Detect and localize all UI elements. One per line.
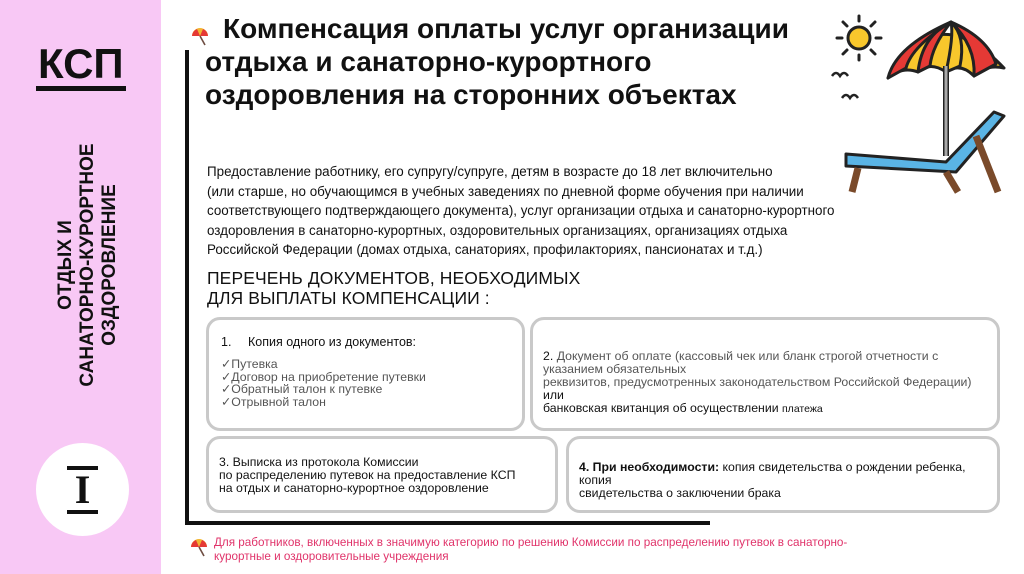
list-title-line: ПЕРЕЧЕНЬ ДОКУМЕНТОВ, НЕОБХОДИМЫХ bbox=[207, 268, 581, 288]
vertical-title-line: ОТДЫХ И bbox=[55, 220, 76, 310]
card-heading bbox=[221, 336, 512, 349]
intro-line: соответствующего подтверждающего документа), услуг организации отдыха и санаторно-курортного bbox=[207, 203, 835, 219]
list-item: ✓Обратный талон к путевке bbox=[221, 382, 383, 396]
sun-icon bbox=[837, 16, 881, 60]
intro-line: Предоставление работнику, его супругу/супруге, детям в возрасте до 18 лет включительно bbox=[207, 164, 773, 179]
list-item: ✓Путевка bbox=[221, 357, 278, 371]
card-text: Документ об оплате (кассовый чек или бланк строгой отчетности с bbox=[556, 349, 939, 363]
card-line: указанием обязательных bbox=[543, 362, 687, 376]
card-line: свидетельства о заключении брака bbox=[579, 486, 781, 500]
document-card-3 bbox=[206, 436, 558, 513]
intro-line: Российской Федерации (домах отдыха, санаториях, профилакториях, пансионатах и т.д.) bbox=[207, 242, 763, 258]
card-number: 3. bbox=[219, 455, 230, 469]
documents-list-title bbox=[207, 268, 627, 308]
card-line: по распределению путевок на предоставление КСП bbox=[219, 468, 516, 482]
vertical-title-line: ОЗДОРОВЛЕНИЕ bbox=[99, 184, 120, 346]
document-card-4 bbox=[566, 436, 1000, 513]
card-text: копия свидетельства о рождении ребенка, копия bbox=[579, 460, 966, 487]
section-vertical-title bbox=[55, 143, 121, 386]
brand-logo: КСП bbox=[36, 42, 126, 91]
list-title-line: ДЛЯ ВЫПЛАТЫ КОМПЕНСАЦИИ : bbox=[207, 288, 490, 308]
card-line: на отдых и санаторно-курортное оздоровление bbox=[219, 481, 489, 495]
frame-horizontal-line bbox=[185, 521, 710, 525]
card-line bbox=[543, 376, 987, 402]
intro-paragraph bbox=[207, 162, 847, 260]
card-text: или bbox=[543, 388, 564, 402]
card-number: 1. bbox=[221, 335, 232, 349]
section-number-badge bbox=[36, 443, 129, 536]
intro-line: оздоровления в санаторно-курортных, оздоровительных организациях, организациях отдыха bbox=[207, 222, 788, 238]
page-title: Компенсация оплаты услуг организации отдыха и санаторно-курортного оздоровления на сторонних объектах bbox=[205, 13, 789, 110]
card-heading-text: Копия одного из документов: bbox=[248, 335, 417, 349]
card-text: Выписка из протокола Комиссии bbox=[229, 455, 419, 469]
footnote bbox=[214, 536, 914, 564]
card-heading: 4. При необходимости: bbox=[579, 460, 720, 474]
document-card-2 bbox=[530, 317, 1000, 431]
footnote-line: Для работников, включенных в значимую категорию по решению Комиссии по распределению путевок в санаторно- bbox=[214, 536, 848, 549]
frame-vertical-line bbox=[185, 50, 189, 525]
card-number: 2. bbox=[543, 349, 554, 363]
card-text: банковская квитанция об осуществлении bbox=[543, 401, 782, 415]
vertical-title-line: САНАТОРНО-КУРОРТНОЕ bbox=[77, 143, 98, 387]
sidebar bbox=[0, 0, 161, 574]
card-line bbox=[543, 402, 987, 416]
list-item: ✓Отрывной талон bbox=[221, 394, 326, 409]
list-item: ✓Договор на приобретение путевки bbox=[221, 369, 426, 384]
beach-umbrella-icon bbox=[189, 537, 209, 557]
beach-umbrella-lounger-illustration bbox=[826, 6, 1016, 196]
footnote-line: курортные и оздоровительные учреждения bbox=[214, 550, 449, 563]
section-number: I bbox=[67, 466, 99, 514]
document-card-1 bbox=[206, 317, 525, 431]
card-text: реквизитов, предусмотренных законодательством Российской Федерации) bbox=[543, 375, 972, 389]
intro-line: (или старше, но обучающимся в учебных заведениях по дневной форме обучения при наличии bbox=[207, 183, 804, 199]
card-line bbox=[579, 461, 987, 487]
card-text: платежа bbox=[782, 403, 823, 415]
